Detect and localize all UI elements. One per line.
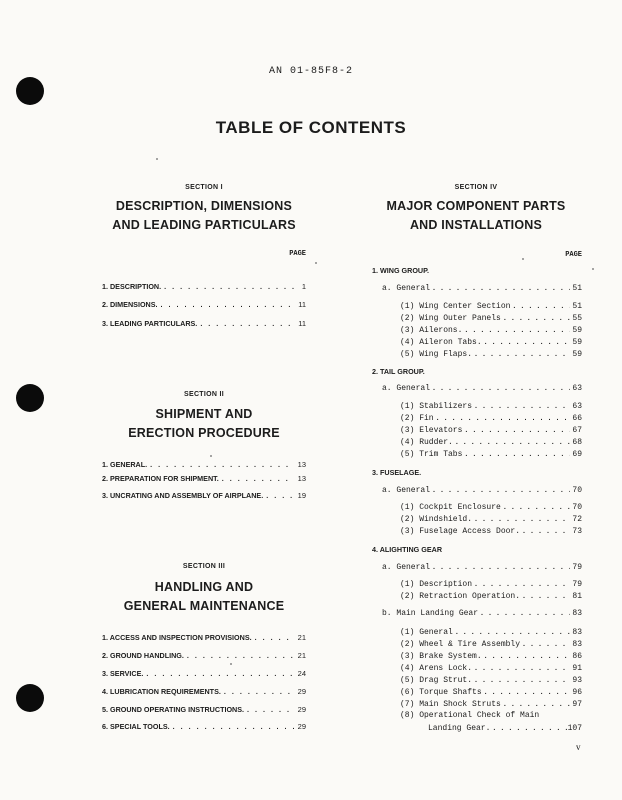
- toc-entry-label: (2) Retraction Operation.: [400, 592, 521, 601]
- toc-entry[interactable]: [102, 722, 306, 734]
- leader-dots: [197, 319, 294, 328]
- toc-entry-page: 59: [572, 338, 582, 347]
- toc-entry-page: 29: [297, 705, 306, 714]
- toc-entry-label: (1) Description: [400, 580, 473, 589]
- toc-entry-page: 19: [297, 491, 306, 500]
- section-1-title-line2: AND LEADING PARTICULARS: [112, 218, 296, 232]
- wing-group-heading: 1. WING GROUP.: [372, 266, 429, 275]
- toc-entry-page: 29: [297, 687, 306, 696]
- toc-entry-page: 11: [298, 300, 306, 309]
- toc-entry-label: b. Main Landing Gear: [382, 609, 479, 618]
- toc-entry-page: 81: [572, 592, 582, 601]
- tail-group-heading: 2. TAIL GROUP.: [372, 367, 425, 376]
- toc-subentry[interactable]: [400, 313, 582, 325]
- toc-entry-label: (3) Elevators: [400, 426, 463, 435]
- toc-entry-label: (8) Operational Check of Main: [400, 711, 540, 720]
- toc-entry-label: 1. DESCRIPTION.: [102, 282, 162, 291]
- toc-entry-label: 2. PREPARATION FOR SHIPMENT.: [102, 474, 219, 483]
- leader-dots: [430, 283, 570, 292]
- punch-hole-top: [16, 77, 44, 105]
- toc-entry-label: 3. SERVICE.: [102, 669, 144, 678]
- toc-subentry[interactable]: [400, 502, 582, 514]
- leader-dots: [462, 425, 570, 434]
- toc-subentry[interactable]: [400, 301, 582, 313]
- leader-dots: [453, 627, 570, 636]
- scan-speck: [156, 158, 158, 160]
- toc-entry[interactable]: [102, 474, 306, 486]
- toc-entry-label: (3) Brake System.: [400, 652, 482, 661]
- section-2-title-line1: SHIPMENT AND: [155, 407, 253, 421]
- punch-hole-bottom: [16, 684, 44, 712]
- toc-entry-label: (4) Rudder.: [400, 438, 453, 447]
- toc-entry[interactable]: [102, 300, 306, 312]
- toc-entry-page: 63: [572, 402, 582, 411]
- toc-entry-page: 107: [567, 724, 582, 733]
- toc-entry-label: Landing Gear.: [428, 724, 491, 733]
- leader-dots: [501, 502, 570, 511]
- toc-entry-label: a. General: [382, 486, 431, 495]
- toc-subentry[interactable]: [400, 711, 582, 723]
- leader-dots: [482, 651, 570, 660]
- toc-entry-label: 3. LEADING PARTICULARS.: [102, 319, 198, 328]
- toc-subentry[interactable]: [400, 627, 582, 639]
- section-1-title-line1: DESCRIPTION, DIMENSIONS: [115, 199, 293, 213]
- right-column: [370, 0, 582, 800]
- toc-entry-page: 97: [572, 700, 582, 709]
- alighting-gear-heading: 4. ALIGHTING GEAR: [372, 545, 443, 554]
- toc-subentry[interactable]: [382, 283, 582, 295]
- leader-dots: [430, 562, 570, 571]
- toc-entry-page: 24: [297, 669, 306, 678]
- toc-subentry[interactable]: [382, 608, 582, 620]
- leader-dots: [219, 474, 294, 483]
- leader-dots: [482, 337, 570, 346]
- toc-entry-label: (1) General: [400, 628, 453, 637]
- leader-dots: [221, 687, 294, 696]
- leader-dots: [472, 514, 570, 523]
- page-number: v: [576, 742, 581, 752]
- toc-entry[interactable]: [102, 687, 306, 699]
- toc-entry-label: (5) Trim Tabs: [400, 450, 463, 459]
- toc-entry-page: 83: [572, 609, 582, 618]
- toc-entry-page: 72: [572, 515, 582, 524]
- toc-subentry[interactable]: [400, 663, 582, 675]
- toc-entry-page: 11: [298, 319, 306, 328]
- section-2-title-line2: ERECTION PROCEDURE: [128, 426, 280, 440]
- section-3-title-line2: GENERAL MAINTENANCE: [123, 599, 285, 613]
- toc-entry-label: (3) Ailerons.: [400, 326, 463, 335]
- toc-entry[interactable]: [102, 491, 306, 503]
- toc-entry-label: 2. DIMENSIONS.: [102, 300, 158, 309]
- toc-entry[interactable]: [102, 633, 306, 645]
- toc-entry-page: 79: [572, 563, 582, 572]
- page-title: TABLE OF CONTENTS: [215, 118, 407, 137]
- toc-entry-page: 69: [572, 450, 582, 459]
- toc-subentry[interactable]: [382, 383, 582, 395]
- leader-dots: [462, 449, 570, 458]
- toc-entry-page: 83: [572, 628, 582, 637]
- document-id: AN 01-85F8-2: [268, 66, 353, 77]
- scan-speck: [230, 663, 232, 665]
- section-2-label: SECTION II: [184, 391, 224, 398]
- toc-entry-page: 70: [572, 503, 582, 512]
- toc-subentry[interactable]: [400, 675, 582, 687]
- toc-subentry[interactable]: [382, 485, 582, 497]
- toc-entry-label: 1. GENERAL.: [102, 460, 148, 469]
- section-4-label: SECTION IV: [454, 184, 498, 191]
- toc-entry[interactable]: [102, 282, 306, 294]
- toc-entry-label: a. General: [382, 284, 431, 293]
- leader-dots: [501, 699, 570, 708]
- toc-subentry[interactable]: [400, 699, 582, 711]
- toc-entry-label: (4) Arens Lock.: [400, 664, 473, 673]
- toc-entry-page: 21: [297, 633, 306, 642]
- leader-dots: [472, 675, 570, 684]
- toc-entry-label: (1) Wing Center Section: [400, 302, 511, 311]
- toc-entry-page: 96: [572, 688, 582, 697]
- leader-dots: [453, 437, 570, 446]
- leader-dots: [430, 485, 570, 494]
- toc-entry[interactable]: [102, 705, 306, 717]
- toc-entry-page: 63: [572, 384, 582, 393]
- toc-subentry[interactable]: [400, 349, 582, 361]
- leader-dots: [434, 413, 570, 422]
- toc-entry-page: 55: [572, 314, 582, 323]
- toc-subentry[interactable]: [400, 579, 582, 591]
- toc-entry-label: 4. LUBRICATION REQUIREMENTS.: [102, 687, 221, 696]
- leader-dots: [147, 460, 294, 469]
- toc-subentry[interactable]: [400, 526, 582, 538]
- leader-dots: [252, 633, 294, 642]
- toc-entry-label: (3) Fuselage Access Door.: [400, 527, 521, 536]
- leader-dots: [520, 639, 570, 648]
- section-1-page-header: PAGE: [289, 250, 306, 258]
- section-4-page-header: PAGE: [565, 251, 582, 259]
- toc-entry-page: 51: [572, 284, 582, 293]
- section-3-label: SECTION III: [182, 563, 226, 570]
- toc-entry[interactable]: [102, 669, 306, 681]
- leader-dots: [462, 325, 570, 334]
- left-column: [102, 0, 306, 800]
- toc-entry-label: 2. GROUND HANDLING.: [102, 651, 184, 660]
- leader-dots: [520, 526, 570, 535]
- toc-entry-page: 91: [572, 664, 582, 673]
- toc-entry-label: 6. SPECIAL TOOLS.: [102, 722, 170, 731]
- toc-entry[interactable]: [102, 319, 306, 331]
- toc-entry[interactable]: [102, 651, 306, 663]
- toc-subentry[interactable]: [400, 591, 582, 603]
- toc-entry-label: (2) Wheel & Tire Assembly: [400, 640, 521, 649]
- toc-entry-label: (5) Drag Strut.: [400, 676, 473, 685]
- toc-entry-page: 21: [297, 651, 306, 660]
- leader-dots: [490, 723, 567, 732]
- leader-dots: [430, 383, 570, 392]
- toc-subentry[interactable]: [400, 639, 582, 651]
- toc-subentry[interactable]: [400, 687, 582, 699]
- toc-entry-label: (2) Fin: [400, 414, 434, 423]
- toc-entry-page: 67: [572, 426, 582, 435]
- toc-entry-page: 79: [572, 580, 582, 589]
- leader-dots: [510, 301, 570, 310]
- toc-entry-label: (1) Stabilizers: [400, 402, 473, 411]
- fuselage-heading: 3. FUSELAGE.: [372, 468, 422, 477]
- toc-entry-page: 29: [297, 722, 306, 731]
- toc-subentry[interactable]: [400, 449, 582, 461]
- toc-entry-page: 70: [572, 486, 582, 495]
- leader-dots: [472, 401, 570, 410]
- toc-entry-label: (6) Torque Shafts: [400, 688, 482, 697]
- toc-entry-label: (5) Wing Flaps.: [400, 350, 473, 359]
- section-4-title-line2: AND INSTALLATIONS: [409, 218, 543, 232]
- leader-dots: [161, 282, 294, 291]
- leader-dots: [244, 705, 294, 714]
- toc-subentry[interactable]: [400, 401, 582, 413]
- section-3-title-line1: HANDLING AND: [154, 580, 254, 594]
- toc-entry[interactable]: [102, 460, 306, 472]
- toc-entry-page: 73: [572, 527, 582, 536]
- toc-entry-label: (2) Wing Outer Panels: [400, 314, 501, 323]
- leader-dots: [472, 663, 570, 672]
- scan-speck: [315, 262, 317, 264]
- toc-entry-page: 93: [572, 676, 582, 685]
- toc-entry-label: 1. ACCESS AND INSPECTION PROVISIONS.: [102, 633, 252, 642]
- leader-dots: [520, 591, 570, 600]
- toc-entry-page: 66: [572, 414, 582, 423]
- toc-subentry[interactable]: [400, 325, 582, 337]
- toc-entry-label: (7) Main Shock Struts: [400, 700, 501, 709]
- punch-hole-middle: [16, 384, 44, 412]
- toc-subentry[interactable]: [400, 514, 582, 526]
- toc-entry-label: 3. UNCRATING AND ASSEMBLY OF AIRPLANE.: [102, 491, 264, 500]
- leader-dots: [184, 651, 294, 660]
- leader-dots: [170, 722, 294, 731]
- toc-subentry[interactable]: [400, 337, 582, 349]
- toc-entry-page: 68: [572, 438, 582, 447]
- scan-speck: [592, 268, 594, 270]
- leader-dots: [143, 669, 294, 678]
- toc-entry-page: 51: [572, 302, 582, 311]
- section-4-title-line1: MAJOR COMPONENT PARTS: [386, 199, 566, 213]
- toc-entry-page: 83: [572, 640, 582, 649]
- toc-entry-page: 13: [297, 460, 306, 469]
- leader-dots: [478, 608, 570, 617]
- leader-dots: [158, 300, 294, 309]
- toc-entry-page: 1: [301, 282, 306, 291]
- section-1-label: SECTION I: [185, 184, 223, 191]
- toc-entry-page: 59: [572, 326, 582, 335]
- leader-dots: [482, 687, 570, 696]
- toc-subentry[interactable]: [400, 425, 582, 437]
- leader-dots: [501, 313, 570, 322]
- leader-dots: [472, 349, 570, 358]
- scan-speck: [210, 455, 212, 457]
- scan-speck: [522, 258, 524, 260]
- toc-subentry[interactable]: [428, 723, 582, 735]
- toc-entry-page: 59: [572, 350, 582, 359]
- toc-entry-label: (1) Cockpit Enclosure: [400, 503, 501, 512]
- toc-subentry[interactable]: [400, 437, 582, 449]
- toc-subentry[interactable]: [400, 651, 582, 663]
- toc-entry-label: a. General: [382, 384, 431, 393]
- toc-entry-label: (4) Aileron Tabs.: [400, 338, 482, 347]
- leader-dots: [263, 491, 294, 500]
- toc-subentry[interactable]: [382, 562, 582, 574]
- toc-entry-page: 86: [572, 652, 582, 661]
- toc-entry-label: (2) Windshield.: [400, 515, 473, 524]
- leader-dots: [472, 579, 570, 588]
- toc-entry-label: 5. GROUND OPERATING INSTRUCTIONS.: [102, 705, 245, 714]
- toc-entry-page: 13: [297, 474, 306, 483]
- toc-entry-label: a. General: [382, 563, 431, 572]
- toc-subentry[interactable]: [400, 413, 582, 425]
